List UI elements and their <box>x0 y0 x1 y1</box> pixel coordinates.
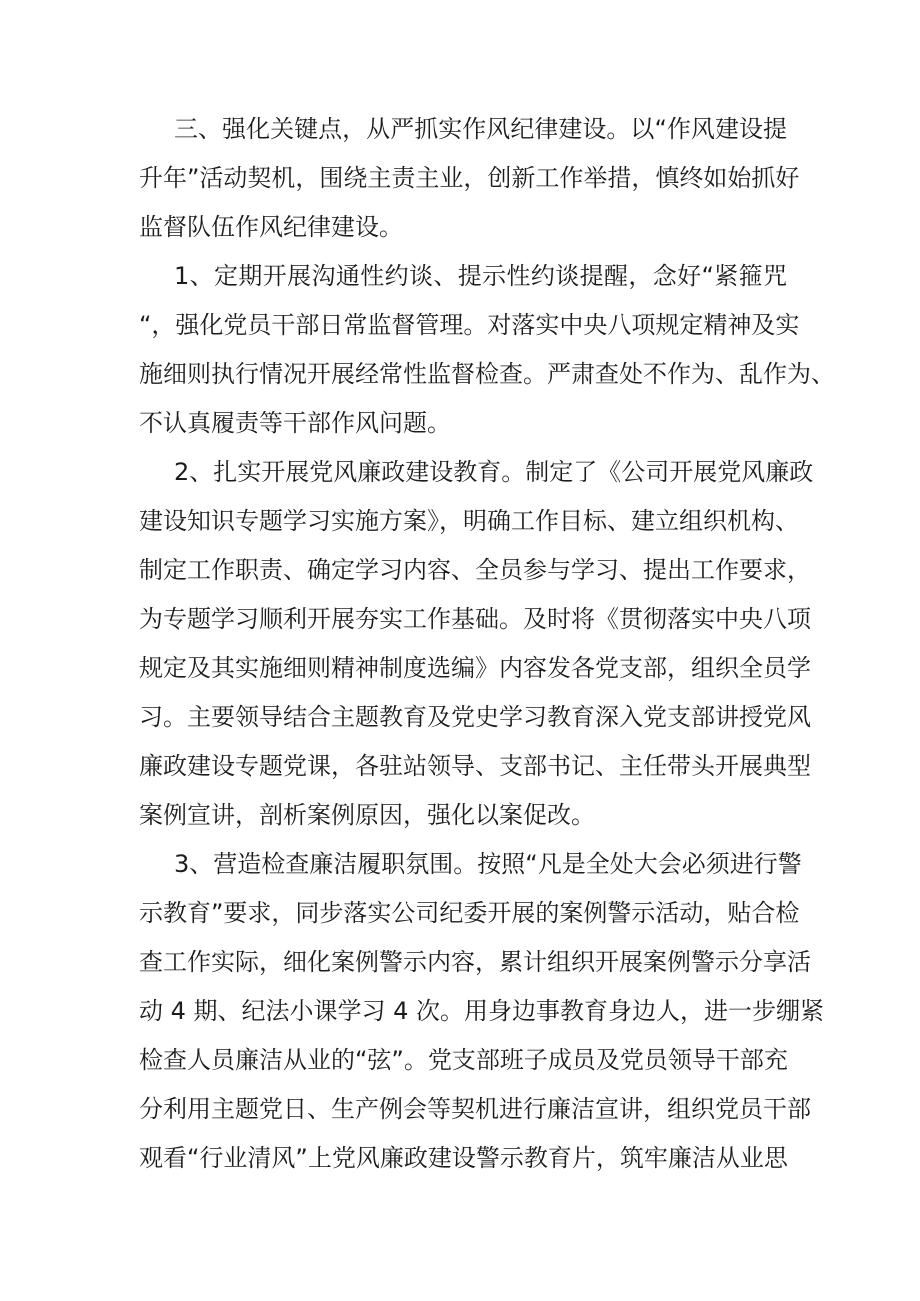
paragraph-line: 施细则执行情况开展经常性监督检查。严肃查处不作为、乱作为、 <box>139 360 835 388</box>
paragraph-line: 三、强化关键点，从严抓实作风纪律建设。以“作风建设提 <box>174 115 787 143</box>
paragraph-line: 3、营造检查廉洁履职氛围。按照“凡是全处大会必须进行警 <box>174 850 802 878</box>
paragraph-line: 检查人员廉洁从业的“弦”。党支部班子成员及党员领导干部充 <box>139 1046 788 1074</box>
paragraph-line: 习。主要领导结合主题教育及党史学习教育深入党支部讲授党风 <box>139 703 811 731</box>
paragraph-line: 建设知识专题学习实施方案》，明确工作目标、建立组织机构、 <box>139 507 799 535</box>
paragraph-line: 升年”活动契机，围绕主责主业，创新工作举措，慎终如始抓好 <box>139 164 800 192</box>
paragraph-line: 查工作实际，细化案例警示内容，累计组织开展案例警示分享活 <box>139 948 811 976</box>
paragraph-line: 分利用主题党日、生产例会等契机进行廉洁宣讲，组织党员干部 <box>139 1095 811 1123</box>
paragraph-line: 案例宣讲，剖析案例原因，强化以案促改。 <box>139 801 595 829</box>
paragraph-line: 监督队伍作风纪律建设。 <box>139 213 403 241</box>
paragraph-line: 动 4 期、纪法小课学习 4 次。用身边事教育身边人，进一步绷紧 <box>139 997 825 1025</box>
paragraph-line: 为专题学习顺利开展夯实工作基础。及时将《贯彻落实中央八项 <box>139 605 811 633</box>
paragraph-line: 观看“行业清风”上党风廉政建设警示教育片，筑牢廉洁从业思 <box>139 1144 788 1172</box>
paragraph-line: 1、定期开展沟通性约谈、提示性约谈提醒，念好“紧箍咒 <box>174 262 787 290</box>
paragraph-line: “，强化党员干部日常监督管理。对落实中央八项规定精神及实 <box>139 311 800 339</box>
paragraph-line: 不认真履责等干部作风问题。 <box>139 409 451 437</box>
paragraph-line: 示教育”要求，同步落实公司纪委开展的案例警示活动，贴合检 <box>139 899 800 927</box>
paragraph-line: 制定工作职责、确定学习内容、全员参与学习、提出工作要求， <box>139 556 811 584</box>
paragraph-line: 规定及其实施细则精神制度选编》内容发各党支部，组织全员学 <box>139 654 811 682</box>
paragraph-line: 2、扎实开展党风廉政建设教育。制定了《公司开展党风廉政 <box>174 458 814 486</box>
paragraph-line: 廉政建设专题党课，各驻站领导、支部书记、主任带头开展典型 <box>139 752 811 780</box>
